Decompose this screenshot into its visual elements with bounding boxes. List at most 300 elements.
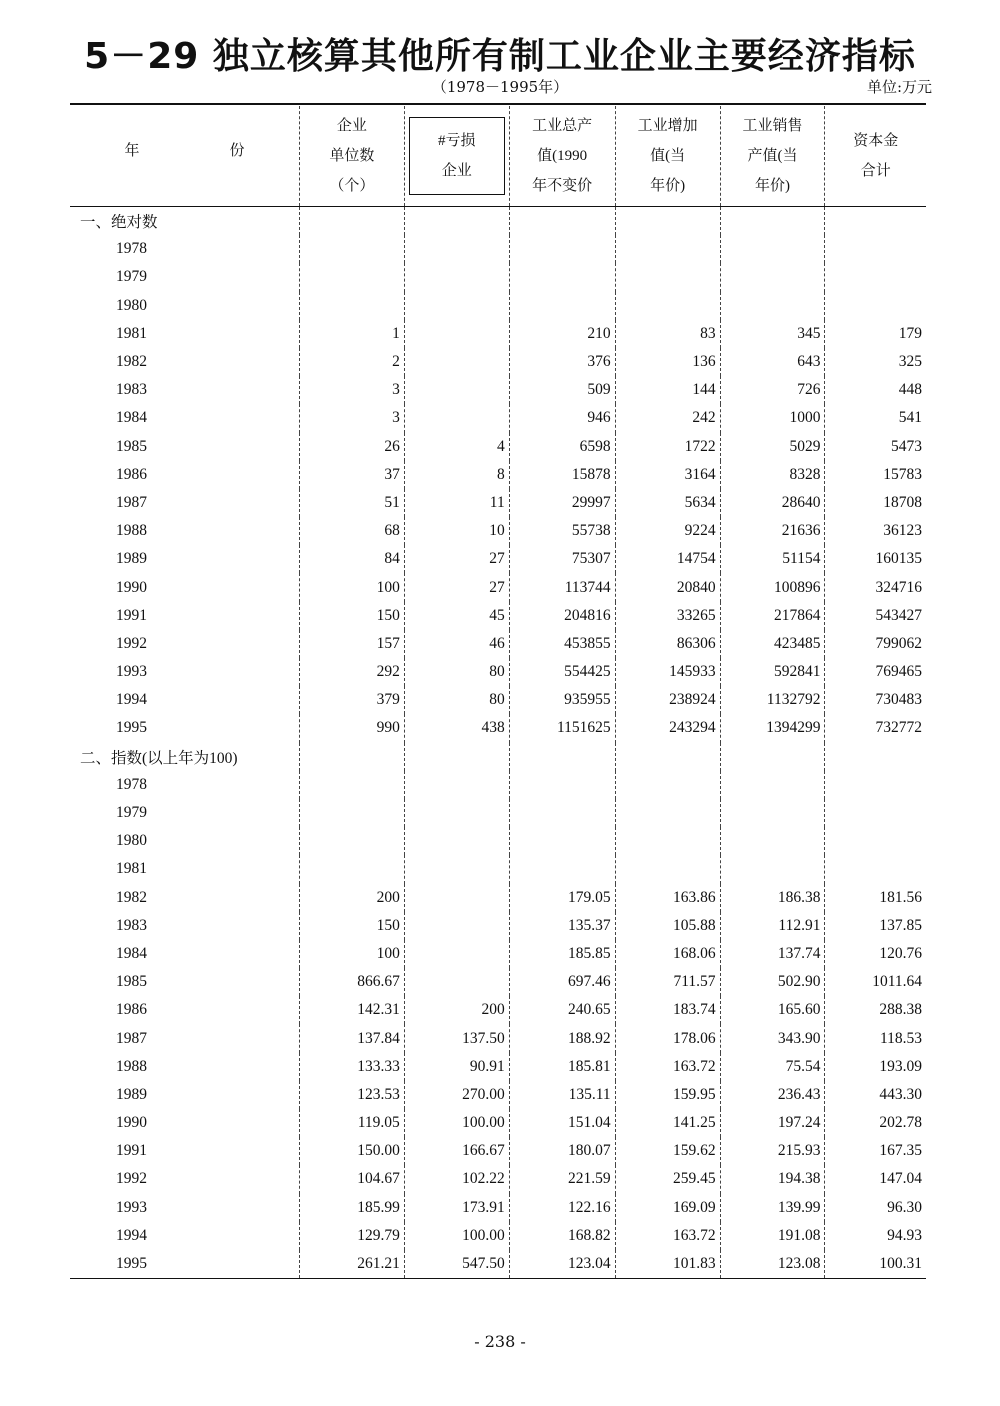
loss-enterprises-cell: 27	[404, 545, 509, 573]
header-enterprise-count: 企业 单位数 （个）	[299, 106, 404, 207]
empty-cell	[615, 743, 720, 771]
table-body	[70, 207, 926, 1279]
table-row	[70, 996, 926, 1024]
year-cell: 1986	[116, 1001, 147, 1019]
year-cell: 1980	[116, 832, 147, 850]
enterprise-count-cell: 123.53	[299, 1081, 404, 1109]
gross-output-cell: 180.07	[509, 1137, 615, 1165]
loss-enterprises-cell	[404, 827, 509, 855]
empty-cell	[615, 207, 720, 236]
unit-label: 单位:万元	[866, 78, 932, 96]
loss-enterprises-cell: 137.50	[404, 1024, 509, 1052]
sales-value-cell: 194.38	[720, 1165, 825, 1193]
year-cell: 1995	[116, 719, 147, 737]
empty-cell	[509, 207, 615, 236]
capital-total-cell: 147.04	[825, 1165, 926, 1193]
loss-enterprises-cell: 100.00	[404, 1222, 509, 1250]
enterprise-count-cell: 142.31	[299, 996, 404, 1024]
gross-output-cell: 29997	[509, 489, 615, 517]
sales-value-cell	[720, 827, 825, 855]
year-cell: 1987	[116, 493, 147, 511]
loss-enterprises-cell: 10	[404, 517, 509, 545]
gross-output-cell: 453855	[509, 630, 615, 658]
year-cell: 1978	[116, 240, 147, 258]
value-added-cell: 259.45	[615, 1165, 720, 1193]
section-row	[70, 207, 926, 236]
value-added-cell: 168.06	[615, 940, 720, 968]
enterprise-count-cell: 100	[299, 940, 404, 968]
year-cell: 1979	[116, 804, 147, 822]
value-added-cell	[615, 292, 720, 320]
value-added-cell: 86306	[615, 630, 720, 658]
gross-output-cell: 75307	[509, 545, 615, 573]
gross-output-cell: 151.04	[509, 1109, 615, 1137]
gross-output-cell: 135.11	[509, 1081, 615, 1109]
year-cell: 1993	[116, 663, 147, 681]
gross-output-cell	[509, 292, 615, 320]
gross-output-cell: 188.92	[509, 1024, 615, 1052]
capital-total-cell: 543427	[825, 602, 926, 630]
section-label: 一、绝对数	[80, 214, 158, 232]
gross-output-cell: 554425	[509, 658, 615, 686]
value-added-cell: 20840	[615, 573, 720, 601]
year-cell: 1984	[116, 944, 147, 962]
capital-total-cell	[825, 292, 926, 320]
year-cell: 1994	[116, 691, 147, 709]
table-row	[70, 1222, 926, 1250]
gross-output-cell: 376	[509, 348, 615, 376]
gross-output-cell: 697.46	[509, 968, 615, 996]
enterprise-count-cell: 292	[299, 658, 404, 686]
enterprise-count-cell	[299, 855, 404, 883]
loss-enterprises-cell: 90.91	[404, 1053, 509, 1081]
gross-output-cell	[509, 799, 615, 827]
table-row	[70, 1137, 926, 1165]
capital-total-cell: 324716	[825, 573, 926, 601]
value-added-cell: 9224	[615, 517, 720, 545]
capital-total-cell	[825, 263, 926, 291]
sales-value-cell: 643	[720, 348, 825, 376]
enterprise-count-cell: 866.67	[299, 968, 404, 996]
gross-output-cell	[509, 771, 615, 799]
gross-output-cell: 221.59	[509, 1165, 615, 1193]
sales-value-cell: 726	[720, 376, 825, 404]
year-cell: 1981	[116, 860, 147, 878]
table-row	[70, 376, 926, 404]
value-added-cell: 163.72	[615, 1053, 720, 1081]
year-cell: 1981	[116, 324, 147, 342]
capital-total-cell: 36123	[825, 517, 926, 545]
sales-value-cell	[720, 855, 825, 883]
capital-total-cell	[825, 771, 926, 799]
value-added-cell: 3164	[615, 461, 720, 489]
loss-enterprises-cell: 200	[404, 996, 509, 1024]
enterprise-count-cell: 200	[299, 884, 404, 912]
header-capital-total: 资本金 合计	[825, 106, 926, 207]
capital-total-cell: 769465	[825, 658, 926, 686]
capital-total-cell: 118.53	[825, 1024, 926, 1052]
sales-value-cell: 51154	[720, 545, 825, 573]
loss-enterprises-cell: 8	[404, 461, 509, 489]
table-row	[70, 912, 926, 940]
year-cell: 1985	[116, 973, 147, 991]
gross-output-cell	[509, 827, 615, 855]
year-cell: 1987	[116, 1029, 147, 1047]
capital-total-cell: 5473	[825, 433, 926, 461]
loss-enterprises-cell	[404, 884, 509, 912]
sales-value-cell: 28640	[720, 489, 825, 517]
year-cell: 1978	[116, 775, 147, 793]
table-row	[70, 573, 926, 601]
capital-total-cell: 325	[825, 348, 926, 376]
table-row	[70, 1250, 926, 1279]
value-added-cell	[615, 235, 720, 263]
value-added-cell	[615, 263, 720, 291]
capital-total-cell: 730483	[825, 686, 926, 714]
value-added-cell: 101.83	[615, 1250, 720, 1279]
empty-cell	[299, 743, 404, 771]
table-row	[70, 968, 926, 996]
sales-value-cell: 100896	[720, 573, 825, 601]
table-row	[70, 658, 926, 686]
value-added-cell: 33265	[615, 602, 720, 630]
value-added-cell: 183.74	[615, 996, 720, 1024]
loss-enterprises-cell: 173.91	[404, 1194, 509, 1222]
sales-value-cell: 502.90	[720, 968, 825, 996]
gross-output-cell	[509, 263, 615, 291]
loss-enterprises-cell	[404, 320, 509, 348]
value-added-cell	[615, 799, 720, 827]
capital-total-cell: 18708	[825, 489, 926, 517]
year-cell: 1990	[116, 578, 147, 596]
table-row	[70, 404, 926, 432]
gross-output-cell: 113744	[509, 573, 615, 601]
year-cell: 1989	[116, 550, 147, 568]
capital-total-cell: 100.31	[825, 1250, 926, 1279]
table-row	[70, 235, 926, 263]
sales-value-cell	[720, 235, 825, 263]
sales-value-cell: 345	[720, 320, 825, 348]
capital-total-cell: 15783	[825, 461, 926, 489]
enterprise-count-cell: 129.79	[299, 1222, 404, 1250]
table-row	[70, 771, 926, 799]
value-added-cell: 169.09	[615, 1194, 720, 1222]
loss-enterprises-cell: 4	[404, 433, 509, 461]
year-cell: 1980	[116, 296, 147, 314]
header-gross-output: 工业总产 值(1990 年不变价	[509, 106, 615, 207]
section-label: 二、指数(以上年为100)	[80, 749, 238, 767]
sales-value-cell: 137.74	[720, 940, 825, 968]
empty-cell	[509, 743, 615, 771]
gross-output-cell: 55738	[509, 517, 615, 545]
sales-value-cell: 592841	[720, 658, 825, 686]
table-row	[70, 489, 926, 517]
capital-total-cell: 202.78	[825, 1109, 926, 1137]
enterprise-count-cell: 51	[299, 489, 404, 517]
sales-value-cell: 191.08	[720, 1222, 825, 1250]
page-number: - 238 -	[474, 1332, 526, 1351]
enterprise-count-cell: 104.67	[299, 1165, 404, 1193]
capital-total-cell: 96.30	[825, 1194, 926, 1222]
table-row	[70, 940, 926, 968]
sales-value-cell: 112.91	[720, 912, 825, 940]
loss-enterprises-cell: 27	[404, 573, 509, 601]
gross-output-cell: 179.05	[509, 884, 615, 912]
loss-enterprises-cell: 80	[404, 686, 509, 714]
enterprise-count-cell: 2	[299, 348, 404, 376]
table-row	[70, 1109, 926, 1137]
capital-total-cell: 448	[825, 376, 926, 404]
value-added-cell: 711.57	[615, 968, 720, 996]
loss-enterprises-cell: 100.00	[404, 1109, 509, 1137]
loss-enterprises-cell: 166.67	[404, 1137, 509, 1165]
value-added-cell: 83	[615, 320, 720, 348]
table-row	[70, 799, 926, 827]
enterprise-count-cell: 150	[299, 602, 404, 630]
header-sales-value: 工业销售 产值(当 年价)	[720, 106, 825, 207]
gross-output-cell: 935955	[509, 686, 615, 714]
enterprise-count-cell: 26	[299, 433, 404, 461]
header-year: 年 份	[124, 142, 245, 159]
statistics-table	[70, 106, 926, 1279]
header-value-added: 工业增加 值(当 年价)	[615, 106, 720, 207]
enterprise-count-cell: 37	[299, 461, 404, 489]
value-added-cell: 144	[615, 376, 720, 404]
enterprise-count-cell: 990	[299, 714, 404, 742]
gross-output-cell: 168.82	[509, 1222, 615, 1250]
table-row	[70, 320, 926, 348]
value-added-cell: 136	[615, 348, 720, 376]
year-cell: 1994	[116, 1226, 147, 1244]
page-title: 5－29 独立核算其他所有制工业企业主要经济指标	[84, 36, 916, 77]
capital-total-cell	[825, 855, 926, 883]
loss-enterprises-cell	[404, 376, 509, 404]
table-row	[70, 1081, 926, 1109]
year-cell: 1992	[116, 634, 147, 652]
value-added-cell: 163.86	[615, 884, 720, 912]
year-cell: 1986	[116, 465, 147, 483]
value-added-cell: 14754	[615, 545, 720, 573]
gross-output-cell: 185.81	[509, 1053, 615, 1081]
value-added-cell	[615, 855, 720, 883]
gross-output-cell: 6598	[509, 433, 615, 461]
loss-enterprises-cell	[404, 235, 509, 263]
gross-output-cell: 210	[509, 320, 615, 348]
sales-value-cell: 5029	[720, 433, 825, 461]
empty-cell	[825, 743, 926, 771]
capital-total-cell: 94.93	[825, 1222, 926, 1250]
loss-enterprises-cell: 547.50	[404, 1250, 509, 1279]
capital-total-cell: 179	[825, 320, 926, 348]
sales-value-cell: 21636	[720, 517, 825, 545]
sales-value-cell: 186.38	[720, 884, 825, 912]
enterprise-count-cell	[299, 827, 404, 855]
table-row	[70, 1165, 926, 1193]
value-added-cell: 178.06	[615, 1024, 720, 1052]
loss-enterprises-cell: 46	[404, 630, 509, 658]
capital-total-cell: 288.38	[825, 996, 926, 1024]
capital-total-cell: 443.30	[825, 1081, 926, 1109]
top-rule	[70, 103, 926, 105]
loss-enterprises-cell	[404, 855, 509, 883]
year-cell: 1991	[116, 1142, 147, 1160]
capital-total-cell: 160135	[825, 545, 926, 573]
empty-cell	[404, 207, 509, 236]
empty-cell	[825, 207, 926, 236]
year-cell: 1982	[116, 353, 147, 371]
enterprise-count-cell: 157	[299, 630, 404, 658]
enterprise-count-cell: 100	[299, 573, 404, 601]
enterprise-count-cell: 133.33	[299, 1053, 404, 1081]
sales-value-cell: 236.43	[720, 1081, 825, 1109]
loss-enterprises-cell: 80	[404, 658, 509, 686]
sales-value-cell	[720, 799, 825, 827]
table-row	[70, 1194, 926, 1222]
table-row	[70, 545, 926, 573]
sales-value-cell: 197.24	[720, 1109, 825, 1137]
value-added-cell: 159.95	[615, 1081, 720, 1109]
gross-output-cell	[509, 235, 615, 263]
loss-enterprises-cell	[404, 799, 509, 827]
sales-value-cell: 1000	[720, 404, 825, 432]
enterprise-count-cell: 150.00	[299, 1137, 404, 1165]
capital-total-cell	[825, 235, 926, 263]
table-row	[70, 602, 926, 630]
loss-enterprises-cell: 270.00	[404, 1081, 509, 1109]
sales-value-cell: 343.90	[720, 1024, 825, 1052]
capital-total-cell: 732772	[825, 714, 926, 742]
value-added-cell: 145933	[615, 658, 720, 686]
table-row	[70, 630, 926, 658]
sales-value-cell: 8328	[720, 461, 825, 489]
sales-value-cell: 423485	[720, 630, 825, 658]
loss-enterprises-cell	[404, 263, 509, 291]
loss-enterprises-cell	[404, 292, 509, 320]
year-cell: 1984	[116, 409, 147, 427]
loss-enterprises-cell	[404, 912, 509, 940]
enterprise-count-cell: 261.21	[299, 1250, 404, 1279]
enterprise-count-cell: 150	[299, 912, 404, 940]
table-row	[70, 686, 926, 714]
loss-enterprises-cell	[404, 348, 509, 376]
gross-output-cell: 185.85	[509, 940, 615, 968]
sales-value-cell: 123.08	[720, 1250, 825, 1279]
empty-cell	[720, 207, 825, 236]
enterprise-count-cell	[299, 235, 404, 263]
sales-value-cell: 139.99	[720, 1194, 825, 1222]
enterprise-count-cell: 379	[299, 686, 404, 714]
year-cell: 1988	[116, 1057, 147, 1075]
value-added-cell: 105.88	[615, 912, 720, 940]
table-row	[70, 884, 926, 912]
value-added-cell	[615, 827, 720, 855]
enterprise-count-cell: 68	[299, 517, 404, 545]
table-row	[70, 1024, 926, 1052]
value-added-cell	[615, 771, 720, 799]
gross-output-cell	[509, 855, 615, 883]
empty-cell	[404, 743, 509, 771]
year-range-subtitle: （1978－1995年）	[431, 78, 569, 96]
year-cell: 1989	[116, 1085, 147, 1103]
sales-value-cell: 215.93	[720, 1137, 825, 1165]
gross-output-cell: 509	[509, 376, 615, 404]
year-cell: 1983	[116, 381, 147, 399]
enterprise-count-cell	[299, 799, 404, 827]
enterprise-count-cell	[299, 771, 404, 799]
year-cell: 1988	[116, 522, 147, 540]
gross-output-cell: 1151625	[509, 714, 615, 742]
capital-total-cell	[825, 799, 926, 827]
loss-enterprises-cell: 102.22	[404, 1165, 509, 1193]
table-row	[70, 348, 926, 376]
year-cell: 1979	[116, 268, 147, 286]
loss-enterprises-cell	[404, 771, 509, 799]
enterprise-count-cell: 3	[299, 376, 404, 404]
year-cell: 1990	[116, 1114, 147, 1132]
table-row	[70, 433, 926, 461]
capital-total-cell: 167.35	[825, 1137, 926, 1165]
loss-enterprises-cell	[404, 968, 509, 996]
table-row	[70, 714, 926, 742]
enterprise-count-cell: 185.99	[299, 1194, 404, 1222]
gross-output-cell: 204816	[509, 602, 615, 630]
loss-enterprises-cell: 11	[404, 489, 509, 517]
year-cell: 1991	[116, 606, 147, 624]
loss-enterprises-cell	[404, 404, 509, 432]
empty-cell	[299, 207, 404, 236]
sales-value-cell	[720, 292, 825, 320]
gross-output-cell: 15878	[509, 461, 615, 489]
loss-enterprises-cell	[404, 940, 509, 968]
sales-value-cell: 1132792	[720, 686, 825, 714]
value-added-cell: 141.25	[615, 1109, 720, 1137]
capital-total-cell: 181.56	[825, 884, 926, 912]
sales-value-cell	[720, 263, 825, 291]
header-loss-enterprises: #亏损 企业	[404, 106, 509, 207]
year-cell: 1995	[116, 1255, 147, 1273]
empty-cell	[720, 743, 825, 771]
enterprise-count-cell: 3	[299, 404, 404, 432]
capital-total-cell: 193.09	[825, 1053, 926, 1081]
sales-value-cell: 1394299	[720, 714, 825, 742]
enterprise-count-cell	[299, 263, 404, 291]
gross-output-cell: 123.04	[509, 1250, 615, 1279]
header-row	[70, 106, 926, 207]
table-row	[70, 855, 926, 883]
section-row	[70, 743, 926, 771]
sales-value-cell: 217864	[720, 602, 825, 630]
table-row	[70, 1053, 926, 1081]
value-added-cell: 159.62	[615, 1137, 720, 1165]
sales-value-cell	[720, 771, 825, 799]
gross-output-cell: 122.16	[509, 1194, 615, 1222]
table-row	[70, 263, 926, 291]
enterprise-count-cell: 137.84	[299, 1024, 404, 1052]
capital-total-cell: 799062	[825, 630, 926, 658]
gross-output-cell: 946	[509, 404, 615, 432]
enterprise-count-cell: 84	[299, 545, 404, 573]
capital-total-cell	[825, 827, 926, 855]
sales-value-cell: 165.60	[720, 996, 825, 1024]
loss-enterprises-cell: 45	[404, 602, 509, 630]
capital-total-cell: 541	[825, 404, 926, 432]
table-row	[70, 461, 926, 489]
enterprise-count-cell: 1	[299, 320, 404, 348]
gross-output-cell: 240.65	[509, 996, 615, 1024]
sales-value-cell: 75.54	[720, 1053, 825, 1081]
loss-enterprises-cell: 438	[404, 714, 509, 742]
gross-output-cell: 135.37	[509, 912, 615, 940]
